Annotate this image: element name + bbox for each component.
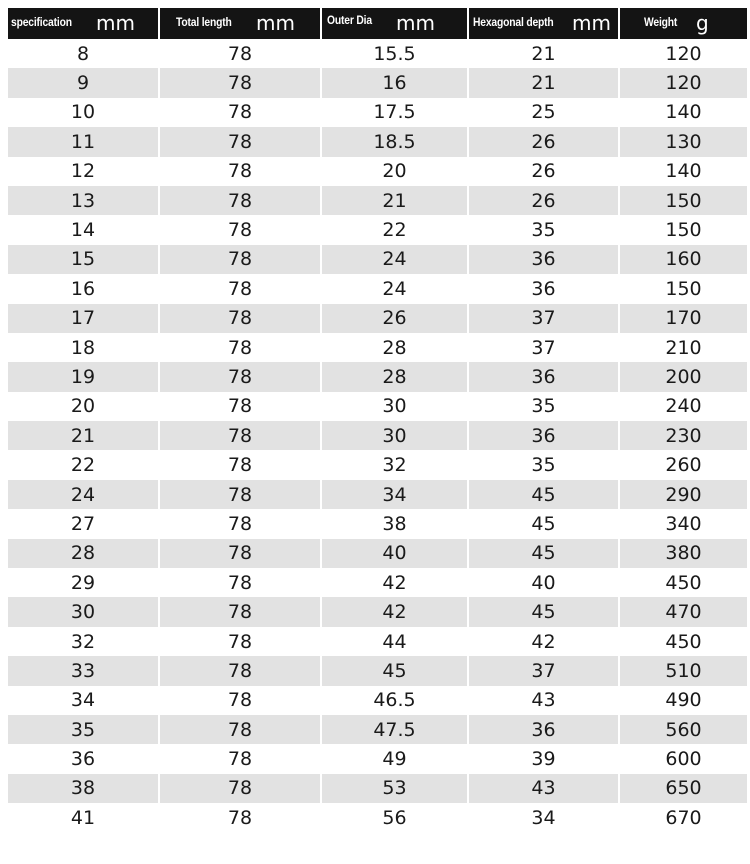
cell-outer-dia: 40 [322, 539, 469, 568]
cell-hexagonal-depth: 45 [469, 539, 620, 568]
table-row [8, 627, 747, 656]
table-row [8, 803, 747, 832]
cell-specification: 12 [8, 157, 160, 186]
cell-weight: 150 [620, 186, 747, 215]
header-unit: mm [396, 11, 435, 35]
cell-total-length: 78 [160, 304, 322, 333]
table-row [8, 421, 747, 450]
cell-specification: 17 [8, 304, 160, 333]
cell-hexagonal-depth: 37 [469, 304, 620, 333]
cell-weight: 450 [665, 630, 702, 653]
cell-outer-dia: 45 [322, 656, 469, 685]
cell-total-length: 78 [160, 39, 322, 68]
table-row [8, 157, 747, 186]
table-row [8, 774, 747, 803]
cell-total-length: 78 [160, 421, 322, 450]
cell-total-length: 78 [160, 597, 322, 626]
cell-weight: 150 [665, 277, 702, 300]
cell-hexagonal-depth: 45 [469, 597, 620, 626]
cell-specification: 22 [8, 450, 160, 479]
table-row [8, 509, 747, 538]
cell-weight: 230 [620, 421, 747, 450]
cell-specification: 30 [8, 597, 160, 626]
cell-total-length: 78 [160, 333, 322, 362]
cell-outer-dia: 24 [322, 274, 469, 303]
cell-weight: 150 [665, 219, 702, 242]
cell-total-length: 78 [160, 568, 322, 597]
table-row [8, 392, 747, 421]
cell-weight: 670 [665, 806, 702, 829]
cell-hexagonal-depth: 43 [469, 686, 620, 715]
table-row [8, 98, 747, 127]
cell-hexagonal-depth: 26 [469, 186, 620, 215]
cell-outer-dia: 26 [322, 304, 469, 333]
table-row [8, 539, 747, 568]
header-label: Outer Dia [327, 13, 372, 27]
table-row [8, 215, 747, 244]
cell-total-length: 78 [160, 215, 322, 244]
cell-weight: 340 [665, 512, 702, 535]
cell-specification: 11 [8, 127, 160, 156]
cell-total-length: 78 [160, 245, 322, 274]
cell-weight: 470 [620, 597, 747, 626]
header-unit: mm [256, 11, 295, 35]
header-hexagonal-depth [469, 8, 620, 39]
table-row [8, 480, 747, 509]
table-row [8, 744, 747, 773]
cell-specification: 24 [8, 480, 160, 509]
cell-outer-dia: 15.5 [322, 39, 469, 68]
cell-outer-dia: 16 [322, 68, 469, 97]
cell-weight: 120 [665, 42, 702, 65]
table-row [8, 68, 747, 97]
header-label: Weight [644, 15, 678, 29]
cell-total-length: 78 [160, 157, 322, 186]
cell-weight: 170 [620, 304, 747, 333]
cell-hexagonal-depth: 36 [469, 245, 620, 274]
cell-hexagonal-depth: 26 [469, 157, 620, 186]
cell-weight: 380 [620, 539, 747, 568]
cell-specification: 16 [8, 274, 160, 303]
cell-hexagonal-depth: 37 [469, 333, 620, 362]
cell-weight: 120 [620, 68, 747, 97]
header-label: Total length [176, 15, 232, 29]
spec-table [8, 8, 747, 833]
cell-weight: 510 [620, 656, 747, 685]
cell-specification: 34 [8, 686, 160, 715]
header-unit: mm [572, 11, 611, 35]
cell-weight: 560 [620, 715, 747, 744]
cell-specification: 20 [8, 392, 160, 421]
cell-weight: 450 [665, 571, 702, 594]
cell-outer-dia: 28 [322, 362, 469, 391]
cell-specification: 35 [8, 715, 160, 744]
cell-specification: 41 [8, 803, 160, 832]
cell-outer-dia: 32 [322, 450, 469, 479]
cell-total-length: 78 [160, 362, 322, 391]
cell-specification: 29 [8, 568, 160, 597]
cell-specification: 19 [8, 362, 160, 391]
header-weight [620, 8, 747, 39]
cell-hexagonal-depth: 40 [469, 568, 620, 597]
cell-outer-dia: 30 [322, 392, 469, 421]
cell-specification: 13 [8, 186, 160, 215]
table-row [8, 362, 747, 391]
table-row [8, 450, 747, 479]
cell-outer-dia: 30 [322, 421, 469, 450]
cell-outer-dia: 21 [322, 186, 469, 215]
cell-weight: 200 [620, 362, 747, 391]
cell-weight: 140 [665, 101, 702, 124]
table-row [8, 333, 747, 362]
cell-hexagonal-depth: 37 [469, 656, 620, 685]
cell-specification: 10 [8, 98, 160, 127]
cell-total-length: 78 [160, 127, 322, 156]
table-row [8, 568, 747, 597]
cell-outer-dia: 49 [322, 744, 469, 773]
cell-total-length: 78 [160, 98, 322, 127]
cell-outer-dia: 53 [322, 774, 469, 803]
cell-total-length: 78 [160, 656, 322, 685]
cell-specification: 36 [8, 744, 160, 773]
table-header [8, 8, 747, 39]
cell-hexagonal-depth: 34 [469, 803, 620, 832]
header-total-length [160, 8, 322, 39]
cell-specification: 38 [8, 774, 160, 803]
cell-total-length: 78 [160, 774, 322, 803]
cell-specification: 21 [8, 421, 160, 450]
cell-hexagonal-depth: 36 [469, 421, 620, 450]
cell-outer-dia: 46.5 [322, 686, 469, 715]
table-body [8, 39, 747, 833]
header-unit: g [696, 11, 709, 35]
cell-specification: 9 [8, 68, 160, 97]
cell-hexagonal-depth: 26 [469, 127, 620, 156]
cell-weight: 650 [620, 774, 747, 803]
table-row [8, 304, 747, 333]
cell-hexagonal-depth: 21 [469, 39, 620, 68]
cell-outer-dia: 56 [322, 803, 469, 832]
cell-outer-dia: 44 [322, 627, 469, 656]
cell-hexagonal-depth: 35 [469, 450, 620, 479]
header-outer-dia [322, 8, 469, 39]
cell-total-length: 78 [160, 186, 322, 215]
cell-hexagonal-depth: 21 [469, 68, 620, 97]
cell-hexagonal-depth: 43 [469, 774, 620, 803]
cell-total-length: 78 [160, 509, 322, 538]
cell-specification: 14 [8, 215, 160, 244]
table-row [8, 656, 747, 685]
cell-total-length: 78 [160, 686, 322, 715]
table-row [8, 245, 747, 274]
cell-hexagonal-depth: 25 [469, 98, 620, 127]
cell-total-length: 78 [160, 274, 322, 303]
cell-outer-dia: 18.5 [322, 127, 469, 156]
cell-weight: 140 [665, 160, 702, 183]
header-label: Hexagonal depth [473, 15, 554, 29]
cell-hexagonal-depth: 36 [469, 274, 620, 303]
cell-outer-dia: 42 [322, 568, 469, 597]
table-row [8, 186, 747, 215]
cell-outer-dia: 20 [322, 157, 469, 186]
cell-total-length: 78 [160, 627, 322, 656]
cell-weight: 260 [665, 454, 702, 477]
header-specification [8, 8, 160, 39]
cell-total-length: 78 [160, 450, 322, 479]
cell-outer-dia: 28 [322, 333, 469, 362]
cell-specification: 33 [8, 656, 160, 685]
table-row [8, 686, 747, 715]
cell-hexagonal-depth: 35 [469, 392, 620, 421]
cell-total-length: 78 [160, 480, 322, 509]
cell-hexagonal-depth: 36 [469, 362, 620, 391]
cell-total-length: 78 [160, 715, 322, 744]
cell-weight: 210 [665, 336, 702, 359]
cell-hexagonal-depth: 35 [469, 215, 620, 244]
cell-weight: 290 [620, 480, 747, 509]
cell-outer-dia: 24 [322, 245, 469, 274]
table-row [8, 274, 747, 303]
cell-specification: 8 [8, 39, 160, 68]
cell-hexagonal-depth: 36 [469, 715, 620, 744]
cell-total-length: 78 [160, 803, 322, 832]
cell-specification: 28 [8, 539, 160, 568]
table-row [8, 39, 747, 68]
cell-weight: 130 [620, 127, 747, 156]
cell-weight: 490 [665, 689, 702, 712]
cell-weight: 160 [620, 245, 747, 274]
table-row [8, 597, 747, 626]
cell-specification: 32 [8, 627, 160, 656]
cell-outer-dia: 22 [322, 215, 469, 244]
cell-total-length: 78 [160, 539, 322, 568]
cell-hexagonal-depth: 39 [469, 744, 620, 773]
table-row [8, 715, 747, 744]
cell-hexagonal-depth: 45 [469, 480, 620, 509]
cell-outer-dia: 38 [322, 509, 469, 538]
cell-weight: 240 [665, 395, 702, 418]
cell-outer-dia: 42 [322, 597, 469, 626]
cell-outer-dia: 17.5 [322, 98, 469, 127]
cell-specification: 18 [8, 333, 160, 362]
cell-specification: 27 [8, 509, 160, 538]
cell-weight: 600 [665, 748, 702, 771]
cell-specification: 15 [8, 245, 160, 274]
header-label: specification [11, 15, 72, 29]
cell-hexagonal-depth: 42 [469, 627, 620, 656]
header-unit: mm [96, 11, 135, 35]
table-row [8, 127, 747, 156]
cell-total-length: 78 [160, 744, 322, 773]
cell-total-length: 78 [160, 392, 322, 421]
cell-outer-dia: 34 [322, 480, 469, 509]
cell-hexagonal-depth: 45 [469, 509, 620, 538]
cell-total-length: 78 [160, 68, 322, 97]
cell-outer-dia: 47.5 [322, 715, 469, 744]
